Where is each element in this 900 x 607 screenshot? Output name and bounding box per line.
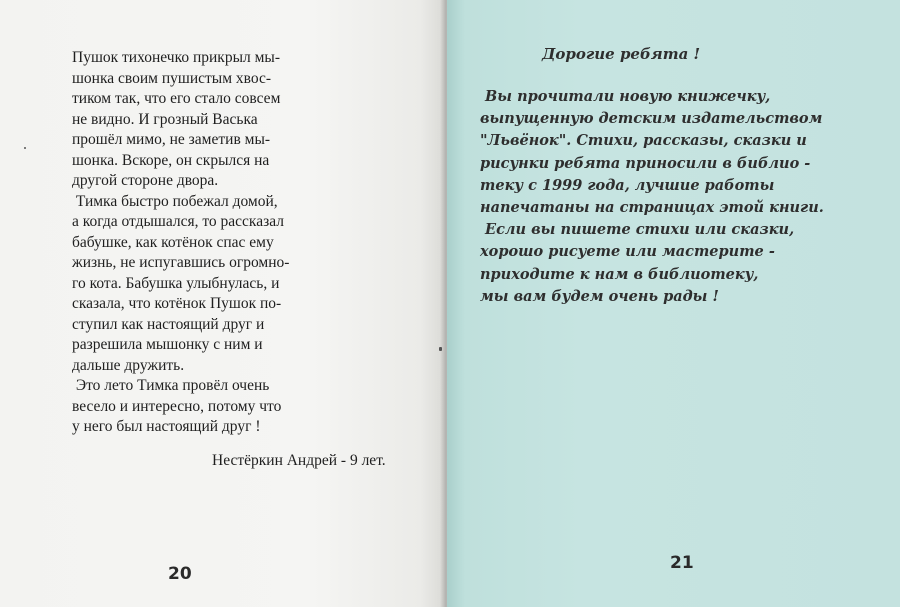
left-page-story-text bbox=[72, 48, 372, 438]
story-line: Это лето Тимка провёл очень bbox=[72, 377, 270, 394]
story-line: Пушок тихонечко прикрыл мы- bbox=[72, 49, 280, 66]
message-line: Вы прочитали новую книжечку, bbox=[480, 88, 771, 105]
message-line: выпущенную детским издательством bbox=[480, 110, 823, 128]
story-line: другой стороне двора. bbox=[72, 172, 219, 189]
story-line: не видно. И грозный Васька bbox=[72, 110, 258, 128]
story-line: ступил как настоящий друг и bbox=[72, 315, 265, 333]
message-line: рисунки ребята приносили в библио - bbox=[480, 154, 811, 172]
story-line: сказала, что котёнок Пушок по- bbox=[72, 295, 282, 312]
story-line: бабушке, как котёнок спас ему bbox=[72, 233, 274, 251]
message-line: хорошо рисуете или мастерите - bbox=[480, 243, 775, 261]
story-line: а когда отдышался, то рассказал bbox=[72, 213, 284, 230]
story-line: прошёл мимо, не заметив мы- bbox=[72, 131, 271, 148]
story-line: шонка. Вскоре, он скрылся на bbox=[72, 151, 270, 169]
print-speck bbox=[24, 147, 26, 149]
message-line: Если вы пишете стихи или сказки, bbox=[480, 221, 795, 239]
story-line: весело и интересно, потому что bbox=[72, 397, 282, 415]
story-line: тиком так, что его стало совсем bbox=[72, 90, 281, 107]
story-line: шонка своим пушистым хвос- bbox=[72, 69, 272, 87]
story-line: го кота. Бабушка улыбнулась, и bbox=[72, 274, 280, 292]
right-page bbox=[447, 0, 900, 607]
story-line: дальше дружить. bbox=[72, 356, 185, 374]
message-line: "Львёнок". Стихи, рассказы, сказки и bbox=[480, 132, 807, 150]
left-page bbox=[0, 0, 447, 607]
message-line: напечатаны на страницах этой книги. bbox=[480, 199, 824, 217]
message-line: теку с 1999 года, лучшие работы bbox=[480, 176, 775, 194]
story-line: Тимка быстро побежал домой, bbox=[72, 192, 278, 210]
author-signature: Нестёркин Андрей - 9 лет. bbox=[212, 452, 386, 469]
right-page-message-text bbox=[480, 86, 900, 308]
story-line: жизнь, не испугавшись огромно- bbox=[72, 254, 290, 271]
page-number-right: 21 bbox=[670, 553, 694, 573]
story-line: разрешила мышонку с ним и bbox=[72, 336, 263, 353]
page-heading: Дорогие ребята ! bbox=[542, 45, 701, 63]
page-number-left: 20 bbox=[168, 564, 192, 584]
message-line: мы вам будем очень рады ! bbox=[480, 287, 719, 305]
message-line: приходите к нам в библиотеку, bbox=[480, 265, 759, 283]
story-line: у него был настоящий друг ! bbox=[72, 418, 261, 435]
